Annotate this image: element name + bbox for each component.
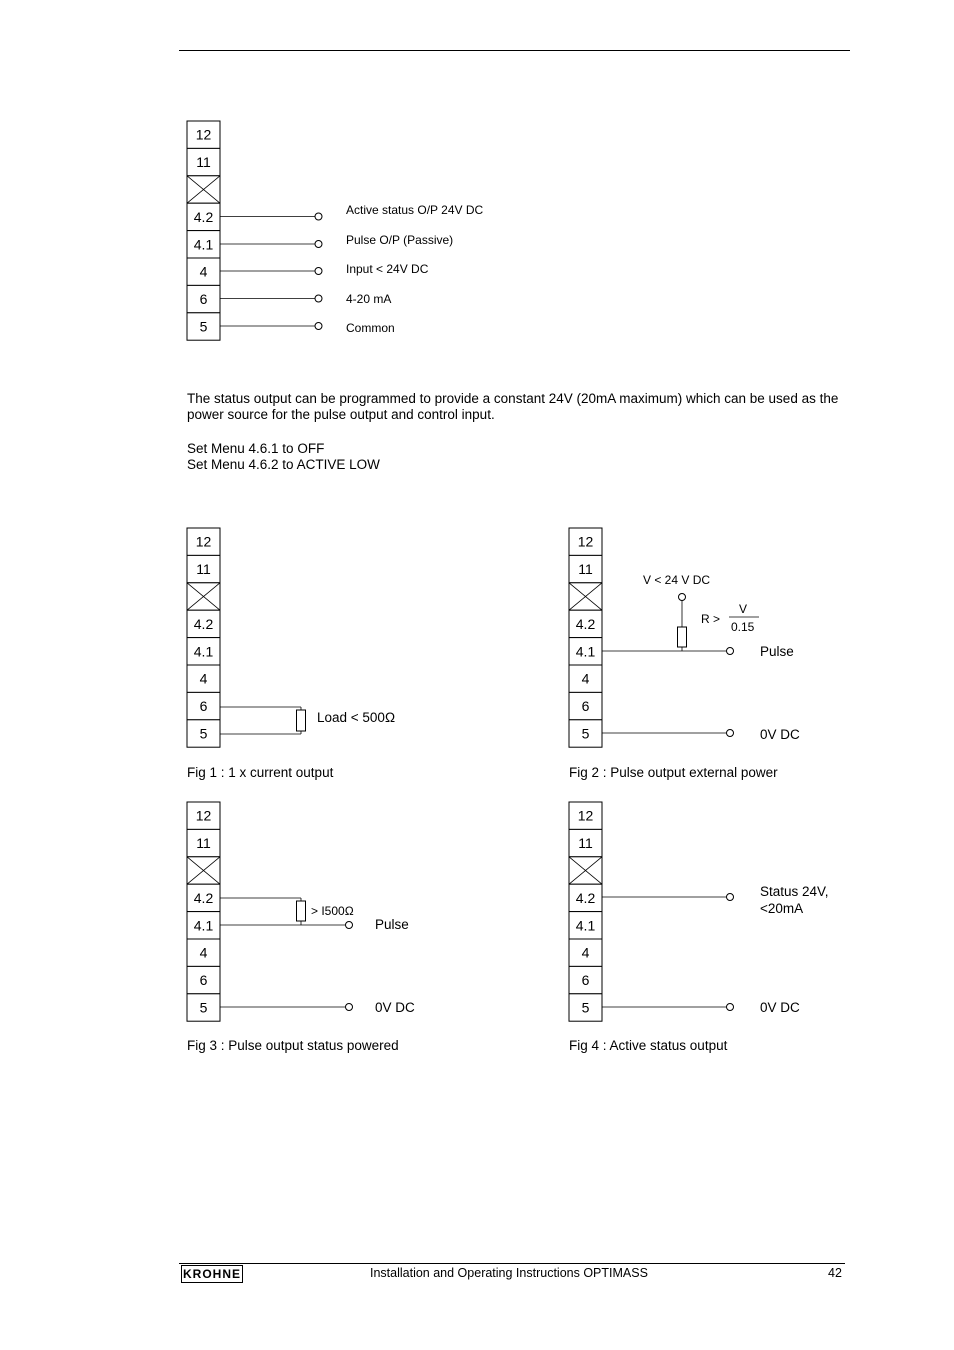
- pullup-resistor: [678, 627, 687, 647]
- terminal-number: 12: [195, 126, 212, 143]
- terminal-number: 11: [196, 154, 211, 171]
- terminal-number: 4.2: [193, 615, 214, 632]
- terminal-number: 5: [199, 318, 208, 335]
- series-resistor: [297, 901, 306, 921]
- terminal-number: 4.2: [575, 889, 596, 906]
- terminal-number: 4: [199, 944, 208, 961]
- fig4-caption: Fig 4 : Active status output: [569, 1038, 728, 1053]
- zero-node: [346, 1004, 353, 1011]
- terminal-number: 12: [577, 807, 594, 824]
- label-4-20ma: 4-20 mA: [346, 292, 392, 306]
- terminal-number: 6: [199, 698, 208, 715]
- fig3-resistor-label: > I500Ω: [311, 904, 354, 918]
- terminal-number: 6: [581, 698, 590, 715]
- status-node: [727, 894, 734, 901]
- fig2-fraction-numerator: V: [739, 602, 748, 616]
- fig4-zero-label: 0V DC: [760, 1000, 800, 1015]
- fig2-fraction-denominator: 0.15: [731, 620, 755, 634]
- label-input: Input < 24V DC: [346, 262, 429, 276]
- terminal-number: 4.1: [575, 917, 596, 934]
- fig2-caption: Fig 2 : Pulse output external power: [569, 765, 778, 780]
- fig3-caption: Fig 3 : Pulse output status powered: [187, 1038, 399, 1053]
- terminal-number: 4.2: [575, 615, 596, 632]
- terminal-number: 4.2: [193, 889, 214, 906]
- terminal-number: 5: [581, 725, 590, 742]
- pulse-node: [346, 922, 353, 929]
- fig3-pulse-label: Pulse: [375, 917, 409, 932]
- label-active-status: Active status O/P 24V DC: [346, 203, 484, 217]
- terminal-number: 4: [199, 263, 208, 280]
- fig4-status-line-1: Status 24V,: [760, 884, 829, 899]
- terminal-number: 12: [577, 533, 594, 550]
- terminal-number: 5: [199, 999, 208, 1016]
- zero-node: [727, 1004, 734, 1011]
- fig2-zero-label: 0V DC: [760, 727, 800, 742]
- supply-node: [679, 594, 686, 601]
- label-pulse-passive: Pulse O/P (Passive): [346, 233, 454, 247]
- terminal-number: 11: [196, 835, 211, 852]
- terminal-number: 12: [195, 807, 212, 824]
- fig1-load-circuit: [220, 707, 306, 734]
- fig2-supply-label: V < 24 V DC: [643, 573, 711, 587]
- menu-instruction-2: Set Menu 4.6.2 to ACTIVE LOW: [187, 457, 380, 472]
- terminal-number: 4: [581, 944, 590, 961]
- fig2-r-label: R >: [701, 612, 721, 626]
- terminal-number: 5: [581, 999, 590, 1016]
- pulse-node: [727, 648, 734, 655]
- fig2-pulse-circuit: [602, 594, 759, 737]
- terminal-number: 6: [199, 291, 208, 308]
- fig1-caption: Fig 1 : 1 x current output: [187, 765, 334, 780]
- terminal-number: 5: [199, 725, 208, 742]
- terminal-number: 4.1: [193, 236, 214, 253]
- terminal-number: 4.1: [193, 643, 214, 660]
- footer-rule: [179, 1263, 845, 1264]
- krohne-logo: KROHNE: [182, 1267, 241, 1281]
- terminal-number: 6: [199, 972, 208, 989]
- footer-title: Installation and Operating Instructions OPTIMASS: [370, 1266, 648, 1280]
- terminal-number: 12: [195, 533, 212, 550]
- terminal-number: 4.1: [575, 643, 596, 660]
- zero-node: [727, 730, 734, 737]
- menu-instruction-1: Set Menu 4.6.1 to OFF: [187, 441, 325, 456]
- fig1-load-label: Load < 500Ω: [317, 710, 396, 725]
- terminal-number: 11: [578, 561, 593, 578]
- fig4-status-circuit: [602, 894, 734, 1011]
- terminal-number: 11: [578, 835, 593, 852]
- status-output-paragraph: The status output can be programmed to provide a constant 24V (20mA maximum) which can be used as the power source for the pulse output and control input.: [187, 391, 839, 422]
- terminal-number: 11: [196, 561, 211, 578]
- page-number: 42: [828, 1266, 842, 1280]
- load-resistor: [297, 710, 306, 731]
- terminal-number: 6: [581, 972, 590, 989]
- fig4-status-line-2: <20mA: [760, 901, 804, 916]
- fig3-zero-label: 0V DC: [375, 1000, 415, 1015]
- terminal-number: 4: [199, 670, 208, 687]
- terminal-number: 4.1: [193, 917, 214, 934]
- terminal-number: 4.2: [193, 208, 214, 225]
- label-common: Common: [346, 321, 395, 335]
- terminal-number: 4: [581, 670, 590, 687]
- fig2-pulse-label: Pulse: [760, 644, 794, 659]
